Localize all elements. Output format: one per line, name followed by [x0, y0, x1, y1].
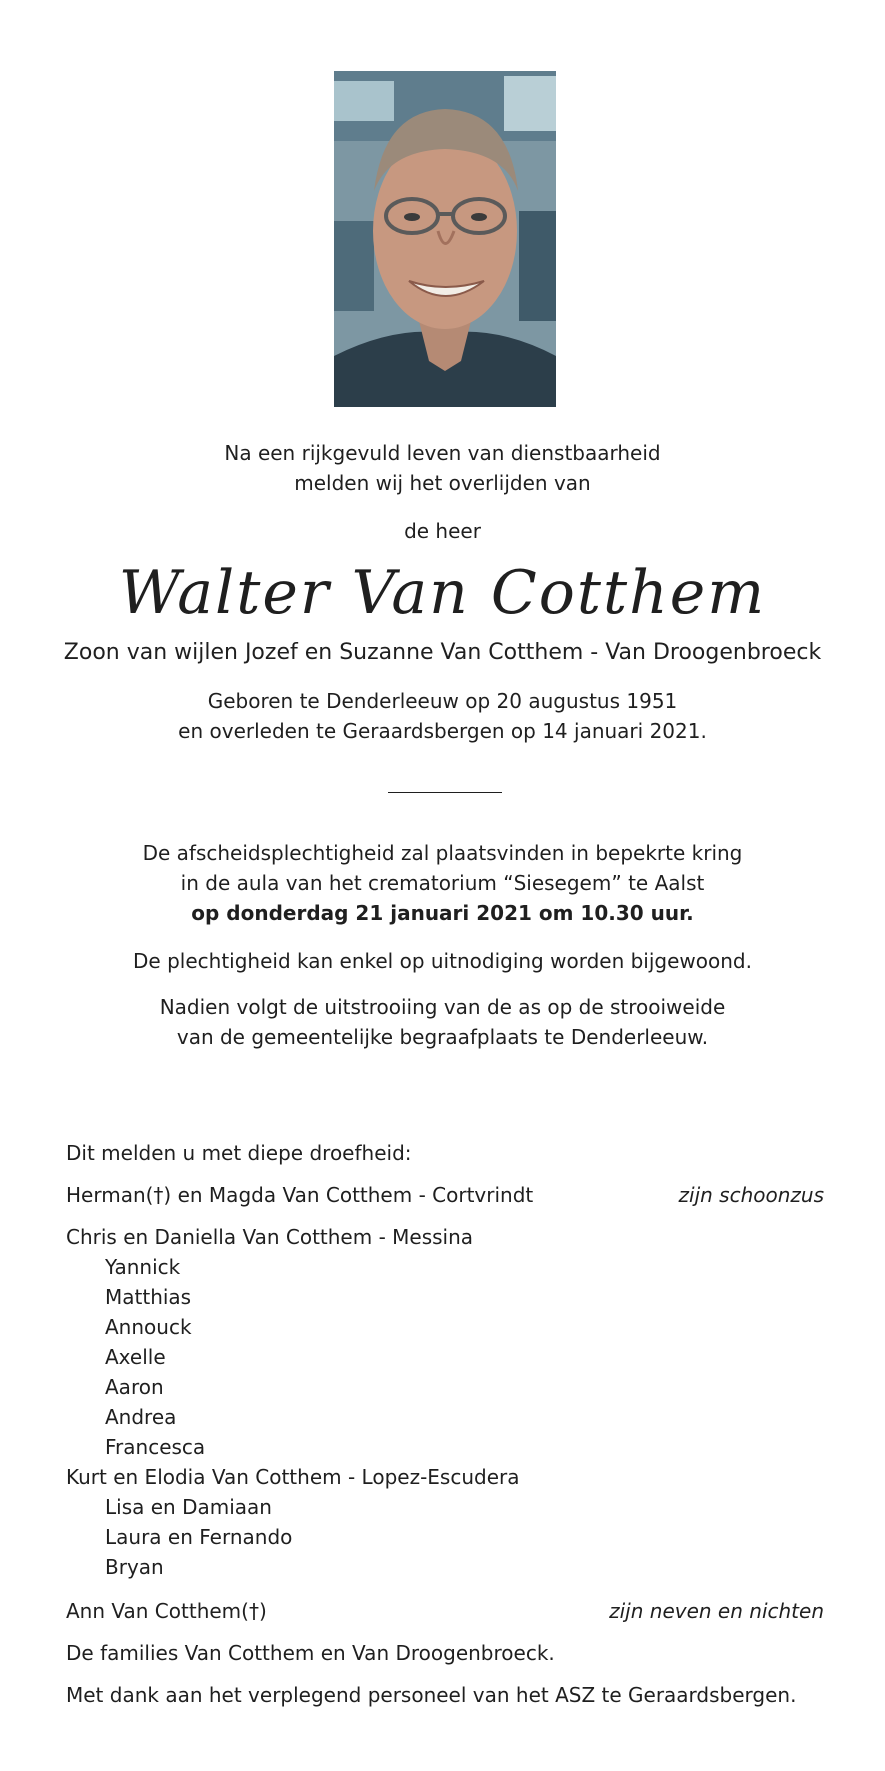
mourner-families-list: [66, 1222, 824, 1582]
ceremony-line-2: in de aula van het crematorium “Siesegem” te Aalst: [180, 871, 705, 895]
honorific: [0, 516, 885, 546]
deceased-name-text: Walter Van Cotthem: [118, 558, 767, 628]
mourner-ann-row: [66, 1596, 824, 1626]
ashes-info: [0, 992, 885, 1052]
invitation-note: [0, 946, 885, 976]
list-item: Lisa en Damiaan: [105, 1495, 272, 1519]
list-item: Andrea: [105, 1405, 177, 1429]
thanks-line: [66, 1680, 824, 1710]
families-line: [66, 1638, 824, 1668]
list-item: Axelle: [105, 1345, 166, 1369]
parents-line: [0, 638, 885, 668]
death-line: en overleden te Geraardsbergen op 14 januari 2021.: [178, 719, 707, 743]
mourner-herman-role: zijn schoonzus: [678, 1183, 824, 1207]
birth-line: Geboren te Denderleeuw op 20 augustus 1951: [207, 689, 678, 713]
mourner-ann: [66, 1596, 824, 1626]
mourner-herman: [66, 1180, 824, 1210]
mourner-ann-name: Ann Van Cotthem(†): [66, 1599, 267, 1623]
divider: [388, 792, 502, 793]
thanks-text: Met dank aan het verplegend personeel van het ASZ te Geraardsbergen.: [66, 1683, 797, 1707]
deceased-name: [0, 556, 885, 630]
mourner-kurt: Kurt en Elodia Van Cotthem - Lopez-Escudera: [66, 1465, 520, 1489]
mourners-intro: [66, 1138, 824, 1168]
mourners-intro-text: Dit melden u met diepe droefheid:: [66, 1141, 412, 1165]
mourner-herman-name: Herman(†) en Magda Van Cotthem - Cortvrindt: [66, 1183, 534, 1207]
list-item: Francesca: [105, 1435, 206, 1459]
list-item: Yannick: [105, 1255, 181, 1279]
parents-text: Zoon van wijlen Jozef en Suzanne Van Cotthem - Van Droogenbroeck: [63, 640, 822, 665]
invitation-text: De plechtigheid kan enkel op uitnodiging worden bijgewoond.: [133, 949, 752, 973]
list-item: Aaron: [105, 1375, 164, 1399]
list-item: Bryan: [105, 1555, 164, 1579]
list-item: Annouck: [105, 1315, 192, 1339]
ashes-line-1: Nadien volgt de uitstrooiing van de as op de strooiweide: [159, 995, 726, 1019]
ashes-line-2: van de gemeentelijke begraafplaats te Denderleeuw.: [176, 1025, 709, 1049]
ceremony-info: [0, 838, 885, 928]
list-item: Laura en Fernando: [105, 1525, 293, 1549]
honorific-text: de heer: [404, 519, 481, 543]
families-text: De families Van Cotthem en Van Droogenbroeck.: [66, 1641, 555, 1665]
ceremony-date: op donderdag 21 januari 2021 om 10.30 uur.: [191, 901, 694, 925]
mourner-herman-row: [66, 1180, 824, 1210]
intro-text: [0, 438, 885, 498]
mourner-ann-role: zijn neven en nichten: [609, 1599, 824, 1623]
list-item: Matthias: [105, 1285, 192, 1309]
birth-death-info: [0, 686, 885, 746]
intro-line-1: Na een rijkgevuld leven van dienstbaarheid: [224, 441, 661, 465]
intro-line-2: melden wij het overlijden van: [294, 471, 591, 495]
ceremony-line-1: De afscheidsplechtigheid zal plaatsvinden in bepekrte kring: [142, 841, 743, 865]
portrait-photo: [334, 71, 556, 407]
mourner-chris: Chris en Daniella Van Cotthem - Messina: [66, 1225, 474, 1249]
